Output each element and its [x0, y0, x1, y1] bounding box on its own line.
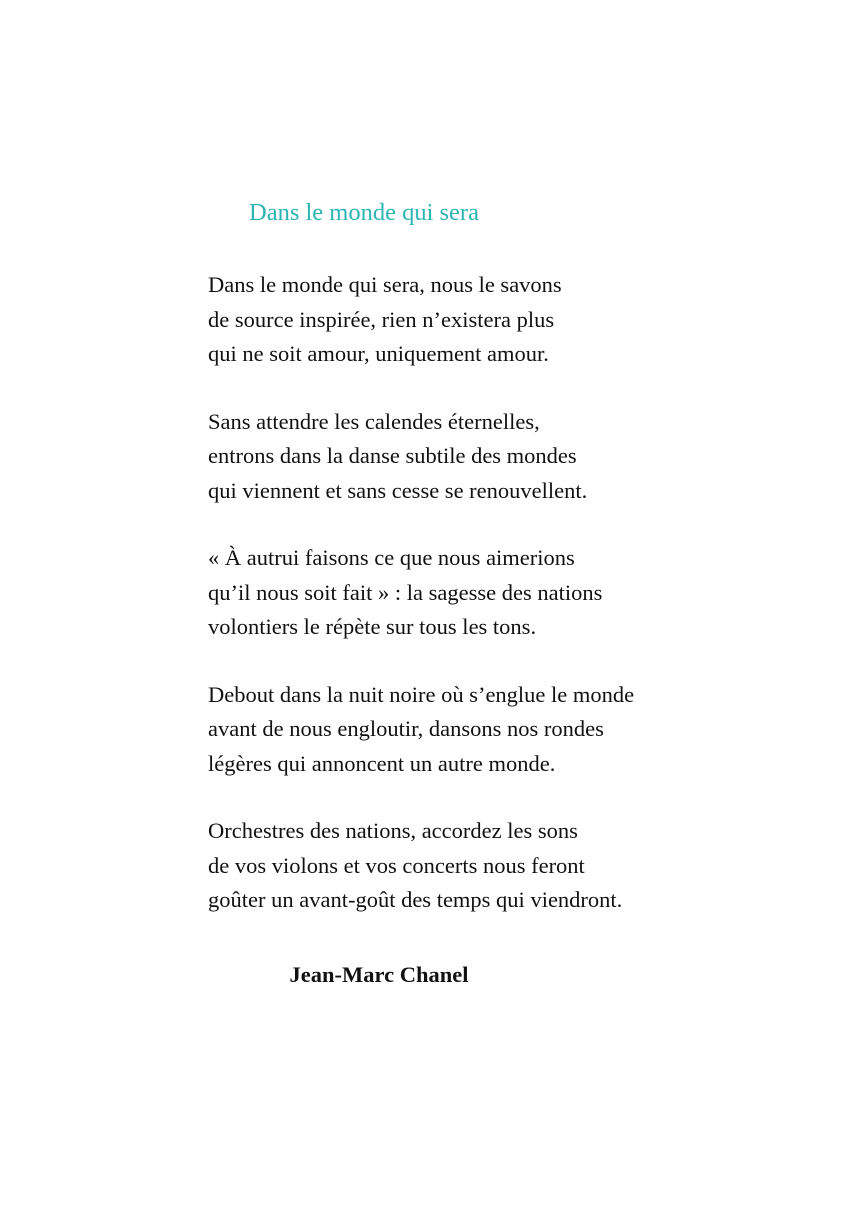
verse-line: Orchestres des nations, accordez les sons: [208, 818, 578, 843]
poem-title: Dans le monde qui sera: [249, 199, 479, 226]
stanza-5: [208, 814, 768, 918]
stanza-3: [208, 541, 768, 645]
verse-line: de source inspirée, rien n’existera plus: [208, 306, 555, 332]
verse-line: « À autrui faisons ce que nous aimerions: [208, 545, 575, 570]
stanza-1: [208, 268, 768, 372]
stanza-4: [208, 678, 768, 782]
verse-line: qui viennent et sans cesse se renouvellent.: [208, 477, 588, 503]
author-signature: Jean-Marc Chanel: [289, 962, 469, 987]
verse-line: avant de nous engloutir, dansons nos rondes: [208, 716, 604, 741]
verse-line: goûter un avant-goût des temps qui viendront.: [208, 887, 623, 912]
verse-line: qu’il nous soit fait » : la sagesse des nations: [208, 579, 603, 605]
verse-line: volontiers le répète sur tous les tons.: [208, 614, 537, 639]
stanza-2: [208, 405, 768, 509]
poem-body: [208, 268, 768, 951]
verse-line: légères qui annoncent un autre monde.: [208, 750, 556, 776]
verse-line: de vos violons et vos concerts nous feront: [208, 852, 585, 878]
verse-line: Dans le monde qui sera, nous le savons: [208, 272, 562, 297]
verse-line: entrons dans la danse subtile des mondes: [208, 443, 577, 468]
verse-line: Debout dans la nuit noire où s’englue le monde: [208, 681, 635, 707]
verse-line: Sans attendre les calendes éternelles,: [208, 408, 540, 434]
verse-line: qui ne soit amour, uniquement amour.: [208, 341, 549, 366]
